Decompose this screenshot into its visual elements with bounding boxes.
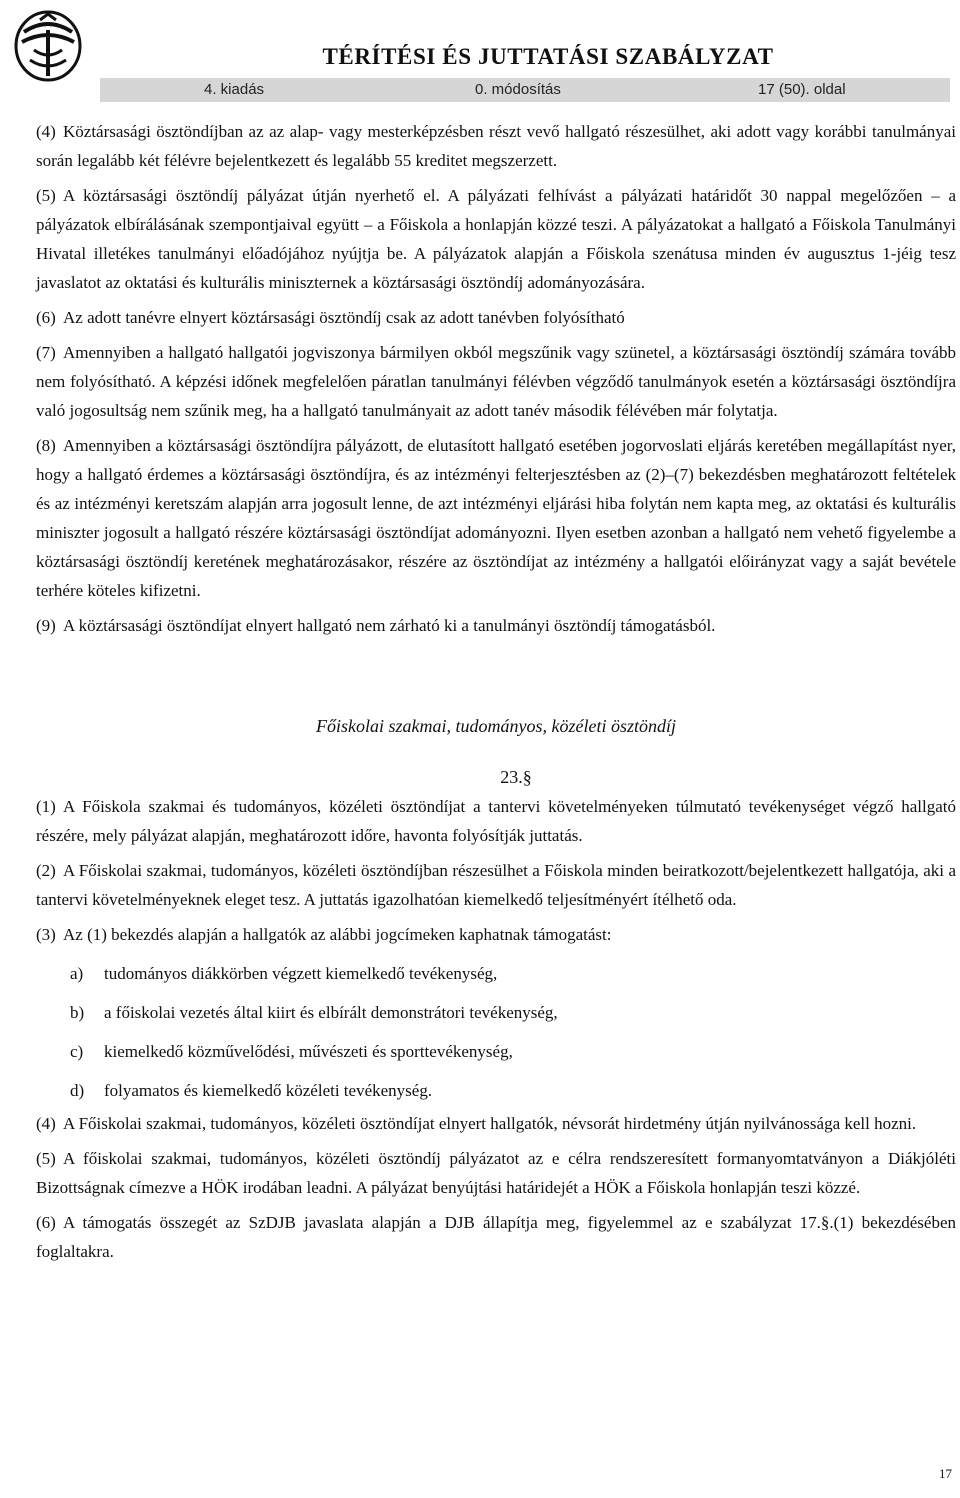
list-item: a) tudományos diákkörben végzett kiemelkedő tevékenység,	[70, 964, 498, 983]
paragraph: (8) Amennyiben a köztársasági ösztöndíjra pályázott, de elutasított hallgató esetében jogorvoslati eljárás keretében megállapítást nyer, hogy a hallgató érdemes a köztársasági ösztöndíjra, és az intézményi felterjesztésben az (2)–(7) bekezdésben meghatározott feltételek és az intézményi keretszám alapján arra jogosult lenne, de azt intézményi eljárási hiba folytán nem kapta meg, az oktatási és kulturális miniszter jogosult a hallgató részére köztársasági ösztöndíjat adományozni. Ilyen esetben azonban a hallgató nem vehető figyelembe a köztársasági ösztöndíj keretének meghatározásakor, részére az ösztöndíjat az intézmény a hallgatói előirányzat vagy a saját bevétele terhére köteles kifizetni.	[36, 436, 956, 600]
page-header	[0, 0, 960, 102]
paragraph: (4) A Főiskolai szakmai, tudományos, közéleti ösztöndíjat elnyert hallgatók, névsorát hirdetmény útján nyilvánossága kell hozni.	[36, 1114, 917, 1133]
page-label: 17 (50). oldal	[758, 81, 846, 98]
paragraph: (9) A köztársasági ösztöndíjat elnyert hallgató nem zárható ki a tanulmányi ösztöndíj támogatásból.	[36, 616, 716, 635]
paragraph: (4) Köztársasági ösztöndíjban az az alap- vagy mesterképzésben részt vevő hallgató részesülhet, aki adott vagy korábbi tanulmányai során legalább két félévre bejelentkezett és legalább 55 kreditet megszerzett.	[36, 122, 956, 170]
modification-label: 0. módosítás	[475, 81, 561, 98]
section-number: 23.§	[500, 767, 532, 787]
edition-label: 4. kiadás	[204, 81, 265, 98]
list-item: d) folyamatos és kiemelkedő közéleti tevékenység.	[70, 1081, 433, 1100]
paragraph: (5) A köztársasági ösztöndíj pályázat útján nyerhető el. A pályázati felhívást a pályázati határidőt 30 nappal megelőzően – a pályázatok elbírálásának szempontjaival együtt – a Főiskola a honlapján közzé teszi. A pályázatokat a hallgató a Főiskola Tanulmányi Hivatal illetékes tanulmányi előadójához nyújtja be. A pályázatok alapján a Főiskola szenátusa minden év augusztus 1-jéig tesz javaslatot az oktatási és kulturális miniszternek a köztársasági ösztöndíj adományozására.	[36, 186, 956, 292]
paragraph: (3) Az (1) bekezdés alapján a hallgatók az alábbi jogcímeken kaphatnak támogatást:	[36, 925, 612, 944]
document-body	[36, 117, 956, 1266]
paragraph: (6) Az adott tanévre elnyert köztársasági ösztöndíj csak az adott tanévben folyósítható	[36, 308, 625, 327]
section-title: Főiskolai szakmai, tudományos, közéleti ösztöndíj	[316, 716, 676, 736]
paragraph: (6) A támogatás összegét az SzDJB javaslata alapján a DJB állapítja meg, figyelemmel az e szabályzat 17.§.(1) bekezdésében foglaltakra.	[36, 1213, 956, 1261]
paragraph: (2) A Főiskolai szakmai, tudományos, közéleti ösztöndíjban részesülhet a Főiskola minden beiratkozott/bejelentkezett hallgatója, aki a tantervi követelményeknek eleget tesz. A juttatás igazolhatóan kiemelkedő teljesítményért ítélhető oda.	[36, 861, 956, 909]
document-subheader	[100, 78, 950, 102]
list-item: c) kiemelkedő közművelődési, művészeti és sporttevékenység,	[70, 1042, 513, 1061]
list-item: b) a főiskolai vezetés által kiirt és elbírált demonstrátori tevékenység,	[70, 1003, 558, 1022]
document-title: TÉRÍTÉSI ÉS JUTTATÁSI SZABÁLYZAT	[322, 44, 774, 69]
paragraph: (7) Amennyiben a hallgató hallgatói jogviszonya bármilyen okból megszűnik vagy szünetel, a köztársasági ösztöndíj számára tovább nem folyósítható. A képzési időnek megfelelően páratlan tanulmányi félévben végződő tanulmányok esetén a köztársasági ösztöndíjra való jogosultság nem szűnik meg, ha a hallgató tanulmányait az adott tanév második félévében már folytatja.	[36, 343, 956, 420]
paragraph: (5) A főiskolai szakmai, tudományos, közéleti ösztöndíj pályázatot az e célra rendszeresített formanyomtatványon a Diákjóléti Bizottságnak címezve a HÖK irodában leadni. A pályázat benyújtási határidejét a HÖK a Főiskola honlapján teszi közzé.	[36, 1149, 956, 1197]
footer-page-number: 17	[939, 1466, 952, 1481]
paragraph: (1) A Főiskola szakmai és tudományos, közéleti ösztöndíjat a tantervi követelményeken túlmutató tevékenységet végző hallgató részére, mely pályázat alapján, meghatározott időre, havonta folyósítják juttatás.	[36, 797, 956, 845]
